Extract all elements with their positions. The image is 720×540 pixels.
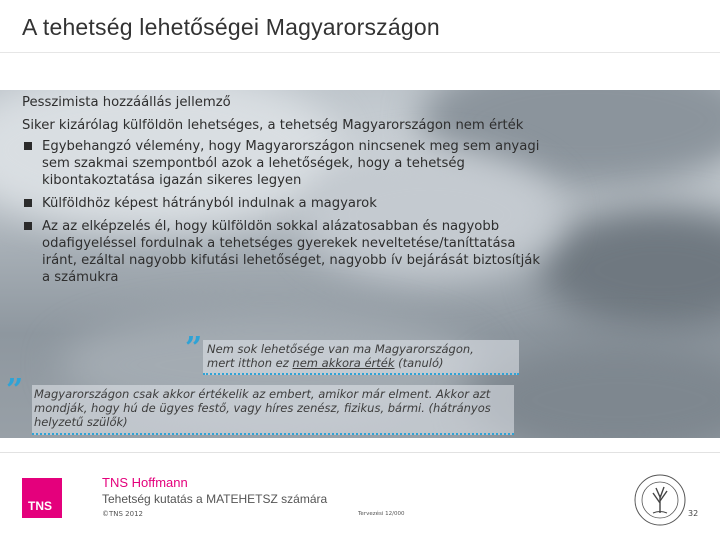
quote-line: Nem sok lehetősége van ma Magyarországon, xyxy=(207,342,474,356)
copyright-text: ©TNS 2012 xyxy=(102,510,143,518)
footer-divider xyxy=(0,452,720,453)
page-number: 32 xyxy=(688,509,699,518)
quote-mark-icon: ” xyxy=(185,331,203,366)
bullet-text: Külföldhöz képest hátrányból indulnak a magyarok xyxy=(42,196,377,211)
lead-statement: Pesszimista hozzáállás jellemző xyxy=(22,95,231,110)
bullet-item xyxy=(22,195,542,212)
report-subtitle: Tehetség kutatás a MATEHETSZ számára xyxy=(102,492,328,506)
bullet-square-icon xyxy=(24,142,32,150)
brand-name: TNS Hoffmann xyxy=(102,475,188,490)
logo-text: TNS xyxy=(28,499,52,513)
quote-mark-icon: ” xyxy=(6,373,24,408)
bullet-item xyxy=(22,138,542,189)
bullet-square-icon xyxy=(24,222,32,230)
title-divider xyxy=(0,52,720,53)
quote-emphasis: nem akkora érték xyxy=(292,356,395,370)
slide-content xyxy=(22,94,542,292)
bullet-square-icon xyxy=(24,199,32,207)
parents-quote: Magyarországon csak akkor értékelik az embert, amikor már elment. Akkor azt mondják, hogy hú de ügyes festő, vagy híres zenész, fizikus, bármi. (hátrányos helyzetű szülők) xyxy=(32,385,514,435)
cloud-shape xyxy=(540,210,720,330)
bullet-text: Egybehangzó vélemény, hogy Magyarországon nincsenek meg sem anyagi sem szakmai szempontból azok a lehetőségek, hogy a tehetség kibontakoztatása igazán sikeres legyen xyxy=(42,139,540,188)
tns-logo xyxy=(22,478,62,518)
slide-title: A tehetség lehetőségei Magyarországon xyxy=(22,14,440,40)
bullet-item xyxy=(22,218,542,286)
bullet-list xyxy=(22,138,542,286)
quote-line xyxy=(207,356,517,370)
quote-text: mert itthon ez xyxy=(207,356,293,370)
lead-detail: Siker kizárólag külföldön lehetséges, a tehetség Magyarországon nem érték xyxy=(22,118,524,133)
student-quote xyxy=(203,340,519,375)
tree-seal-icon xyxy=(633,473,687,527)
quote-attribution: (tanuló) xyxy=(394,356,444,370)
bullet-text: Az az elképzelés él, hogy külföldön sokkal alázatosabban és nagyobb odafigyeléssel fordulnak a tehetséges gyerekek neveltetése/taníttatása iránt, ezáltal nagyobb kifutási lehetőséget, nagyobb ív bejárását biztosítják a számukra xyxy=(42,219,540,285)
project-code: Tervezési 12/000 xyxy=(358,511,405,517)
